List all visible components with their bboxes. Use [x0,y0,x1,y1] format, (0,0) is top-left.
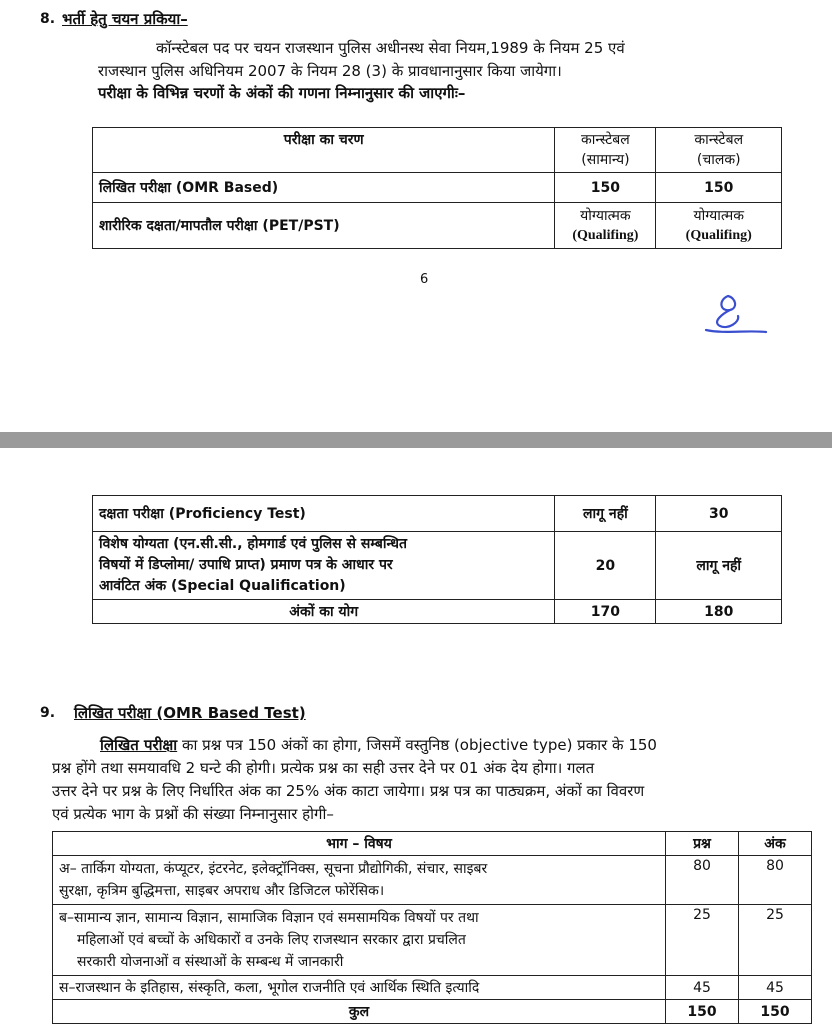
row-value-driver: लागू नहीं [656,532,782,600]
stage-line3: आवंटित अंक (Special Qualification) [99,578,346,594]
row-value-general: लागू नहीं [555,496,656,532]
total-marks: 150 [739,1000,812,1024]
total-label: कुल [53,1000,666,1024]
table-row [93,496,782,532]
total-label: अंकों का योग [93,600,555,624]
questions-cell: 80 [666,856,739,905]
section-9-number: 9. [40,705,56,721]
subject-cell [53,905,666,976]
stage-line1: विशेष योग्यता (एन.सी.सी., होमगार्ड एवं पुलिस से सम्बन्धित [99,536,407,552]
row-value-driver: 150 [656,173,782,203]
row-stage [93,532,555,600]
total-row [53,1000,812,1024]
section-8-subheading: परीक्षा के विभिन्न चरणों के अंकों की गणना निम्नानुसार की जाएगीः– [98,84,466,102]
table-row [93,532,782,600]
section-9-para-line4: एवं प्रत्येक भाग के प्रश्नों की संख्या निम्नानुसार होगी– [52,805,334,823]
header-col2-line2: (चालक) [696,152,741,168]
stage-line2: विषयों में डिप्लोमा/ उपाधि प्राप्त) प्रमाण पत्र के आधार पर [99,557,393,573]
row-stage: दक्षता परीक्षा (Proficiency Test) [93,496,555,532]
total-driver: 180 [656,600,782,624]
section-9-para-line2: प्रश्न होंगे तथा समयावधि 2 घन्टे की होगी। प्रत्येक प्रश्न का सही उत्तर देने पर 01 अंक देय होगा। गलत [52,759,595,777]
subject-line3: सरकारी योजनाओं व संस्थाओं के सम्बन्ध में जानकारी [77,954,344,970]
row-value-general: 20 [555,532,656,600]
total-general: 170 [555,600,656,624]
header-col1-line1: कान्स्टेबल [581,132,630,148]
row-value-general [555,203,656,249]
header-col1-line2: (सामान्य) [581,152,630,168]
subject-cell [53,856,666,905]
table-row [93,173,782,203]
value-line2: (Qualifing) [685,227,752,243]
page-6 [0,0,832,432]
total-row [93,600,782,624]
section-8-number: 8. [40,11,56,27]
section-9-para-line3: उत्तर देने पर प्रश्न के लिए निर्धारित अंक का 25% अंक काटा जायेगा। प्रश्न पत्र का पाठ्यक्रम, अंकों का विवरण [52,782,645,800]
written-exam-label: लिखित परीक्षा [100,736,178,754]
header-col2-line1: कान्स्टेबल [694,132,744,148]
value-line2: (Qualifing) [572,227,639,243]
marks-cell: 80 [739,856,812,905]
para-line1-rest: का प्रश्न पत्र 150 अंकों का होगा, जिसमें वस्तुनिष्ठ (objective type) प्रकार के 150 [177,736,657,754]
row-value-general: 150 [555,173,656,203]
questions-cell: 45 [666,976,739,1000]
table-row [53,976,812,1000]
section-8-title: भर्ती हेतु चयन प्रकिया– [62,10,188,28]
stage-marks-table [92,127,782,249]
marks-cell: 45 [739,976,812,1000]
table-row [53,856,812,905]
section-9-para-line1 [100,734,657,756]
signature-mark [700,290,770,340]
row-value-driver: 30 [656,496,782,532]
header-questions: प्रश्न [666,832,739,856]
row-stage: लिखित परीक्षा (OMR Based) [93,173,555,203]
header-stage: परीक्षा का चरण [93,128,555,173]
table-row [93,203,782,249]
value-line1: योग्यात्मक [580,207,631,224]
row-value-driver [656,203,782,249]
subject-line1: अ– तार्किग योग्यता, कंप्यूटर, इंटरनेट, इलेक्ट्रॉनिक्स, सूचना प्रौद्योगिकी, संचार, साइबर [59,861,488,877]
page-separator [0,432,832,448]
subject-cell: स–राजस्थान के इतिहास, संस्कृति, कला, भूगोल राजनीति एवं आर्थिक स्थिति इत्यादि [53,976,666,1000]
row-stage: शारीरिक दक्षता/मापतौल परीक्षा (PET/PST) [93,203,555,249]
subject-line2: सुरक्षा, कृत्रिम बुद्धिमत्ता, साइबर अपराध और डिजिटल फोरेंसिक। [59,883,385,899]
proficiency-table [92,495,782,624]
questions-cell: 25 [666,905,739,976]
total-questions: 150 [666,1000,739,1024]
subject-line1: ब–सामान्य ज्ञान, सामान्य विज्ञान, सामाजिक विज्ञान एवं समसामयिक विषयों पर तथा [59,910,479,926]
page-7 [0,448,832,1024]
header-constable-general [555,128,656,173]
marks-cell: 25 [739,905,812,976]
section-9-title: लिखित परीक्षा (OMR Based Test) [74,704,306,722]
section-8-para-line2: राजस्थान पुलिस अधिनियम 2007 के नियम 28 (3) के प्रावधानानुसार किया जायेगा। [98,62,562,80]
header-constable-driver [656,128,782,173]
section-8-para-line1: कॉन्स्टेबल पद पर चयन राजस्थान पुलिस अधीनस्थ सेवा नियम,1989 के नियम 25 एवं [156,39,625,57]
subject-line2: महिलाओं एवं बच्चों के अधिकारों व उनके लिए राजस्थान सरकार द्वारा प्रचलित [77,932,466,948]
page-number: 6 [420,272,429,287]
table-header-row [93,128,782,173]
table-header-row [53,832,812,856]
header-marks: अंक [739,832,812,856]
syllabus-table [52,831,812,1024]
value-line1: योग्यात्मक [693,207,744,224]
header-subject: भाग – विषय [53,832,666,856]
table-row [53,905,812,976]
